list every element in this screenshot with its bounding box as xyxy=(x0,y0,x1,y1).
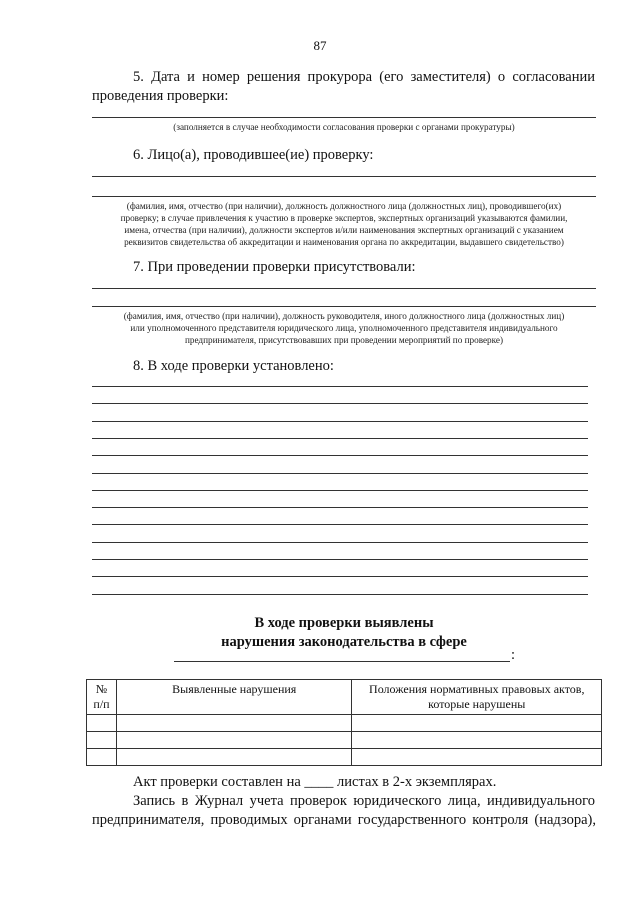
table-row xyxy=(87,732,602,749)
act-sheets-blank[interactable]: ____ xyxy=(304,774,334,790)
act-sheets-suffix: листах в 2-х экземплярах. xyxy=(337,774,497,790)
section6-fill-line-2[interactable] xyxy=(92,196,596,197)
journal-line2: предпринимателя, проводимых органами государственного контроля (надзора), xyxy=(92,812,596,828)
column-header-number xyxy=(87,680,117,715)
act-sheets-line xyxy=(133,773,496,792)
table-row xyxy=(87,749,602,766)
section6-hint-line: (фамилия, имя, отчество (при наличии), должность должностного лица (должностных лиц), проводившего(их) xyxy=(126,201,562,211)
section8-fill-line[interactable] xyxy=(92,386,588,387)
page-number: 87 xyxy=(313,38,327,53)
section6-hint-line: проверку; в случае привлечения к участию в проверке экспертов, экспертных организаций указываются фамилии, xyxy=(120,213,568,223)
violations-sphere-fill-line[interactable] xyxy=(174,661,510,662)
act-sheets-prefix: Акт проверки составлен на xyxy=(133,774,301,790)
section8-title: 8. В ходе проверки установлено: xyxy=(133,358,334,374)
section8-fill-line[interactable] xyxy=(92,594,588,595)
column-header-number-line1: № xyxy=(95,682,108,696)
column-header-violations: Выявленные нарушения xyxy=(116,680,352,715)
table-cell[interactable] xyxy=(87,715,117,732)
section6-hint xyxy=(92,200,596,248)
table-cell[interactable] xyxy=(352,749,602,766)
section8-fill-line[interactable] xyxy=(92,490,588,491)
section7-fill-line-2[interactable] xyxy=(92,306,596,307)
table-cell[interactable] xyxy=(352,732,602,749)
violations-table xyxy=(86,679,602,766)
section5-fill-line[interactable] xyxy=(92,117,596,118)
section6-hint-line: реквизитов свидетельства об аккредитации и наименования органа по аккредитации, выдавшего свидетельство) xyxy=(124,237,564,247)
section6-fill-line-1[interactable] xyxy=(92,176,596,177)
column-header-provisions xyxy=(352,680,602,715)
section5-line2: проведения проверки: xyxy=(92,88,229,104)
section8-fill-line[interactable] xyxy=(92,507,588,508)
column-header-provisions-line2: которые нарушены xyxy=(428,697,526,711)
section8-fill-line[interactable] xyxy=(92,473,588,474)
table-cell[interactable] xyxy=(116,715,352,732)
section8-fill-line[interactable] xyxy=(92,559,588,560)
table-cell[interactable] xyxy=(87,749,117,766)
section8-fill-line[interactable] xyxy=(92,524,588,525)
section8-fill-line[interactable] xyxy=(92,438,588,439)
table-cell[interactable] xyxy=(352,715,602,732)
section8-fill-line[interactable] xyxy=(92,403,588,404)
violations-colon: : xyxy=(511,647,516,663)
section7-hint-line: (фамилия, имя, отчество (при наличии), должность руководителя, иного должностного лица (должностных лиц) xyxy=(123,311,565,321)
section7-fill-line-1[interactable] xyxy=(92,288,596,289)
section7-title: 7. При проведении проверки присутствовали: xyxy=(133,259,416,275)
table-cell[interactable] xyxy=(87,732,117,749)
column-header-number-line2: п/п xyxy=(93,697,110,711)
violations-heading-line2: нарушения законодательства в сфере xyxy=(221,634,467,650)
section5-hint: (заполняется в случае необходимости согласования проверки с органами прокуратуры) xyxy=(173,122,515,132)
column-header-provisions-line1: Положения нормативных правовых актов, xyxy=(369,682,585,696)
section7-hint xyxy=(92,310,596,346)
table-header-row xyxy=(87,680,602,715)
section8-fill-line[interactable] xyxy=(92,542,588,543)
section7-hint-line: предпринимателя, присутствовавших при проведении мероприятий по проверке) xyxy=(184,335,504,345)
table-row xyxy=(87,715,602,732)
section7-hint-line: или уполномоченного представителя юридического лица, уполномоченного представителя индивидуального xyxy=(130,323,558,333)
section8-fill-line[interactable] xyxy=(92,455,588,456)
journal-line1: Запись в Журнал учета проверок юридического лица, индивидуального xyxy=(133,793,595,809)
section6-title: 6. Лицо(а), проводившее(ие) проверку: xyxy=(133,147,374,163)
table-cell[interactable] xyxy=(116,749,352,766)
section8-fill-line[interactable] xyxy=(92,421,588,422)
section6-hint-line: имена, отчества (при наличии), должности экспертов и/или наименования экспертных организаций с указанием xyxy=(124,225,564,235)
table-cell[interactable] xyxy=(116,732,352,749)
violations-heading-line1: В ходе проверки выявлены xyxy=(254,615,434,631)
section5-line1: 5. Дата и номер решения прокурора (его заместителя) о согласовании xyxy=(133,69,595,85)
section8-fill-line[interactable] xyxy=(92,576,588,577)
